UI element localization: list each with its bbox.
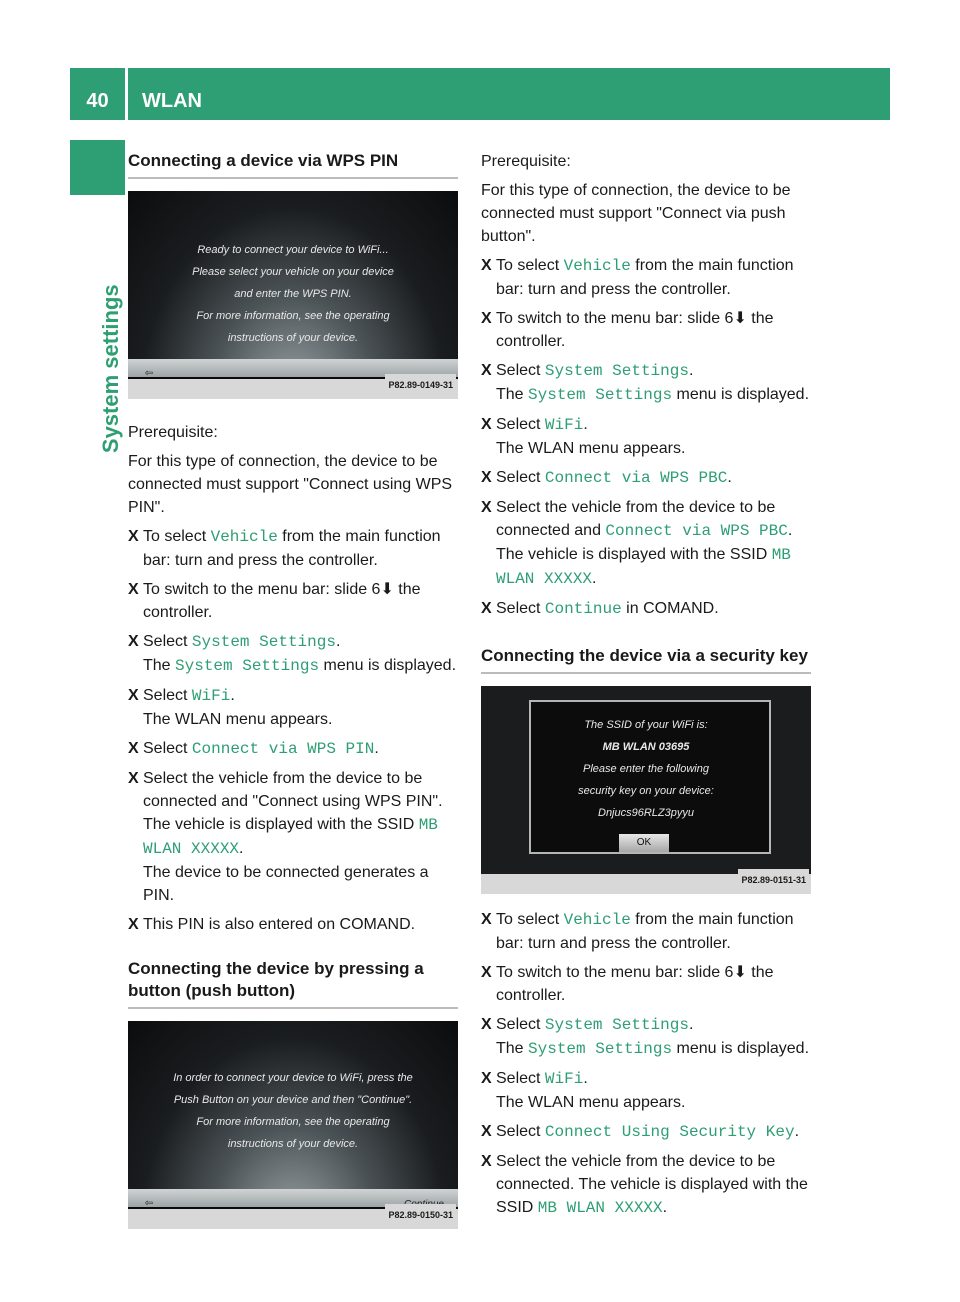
- step: X To switch to the menu bar: slide 6⬇ the controller.: [481, 964, 774, 1004]
- step: X Select System Settings. The System Settings menu is displayed.: [481, 1016, 810, 1058]
- figure-code: P82.89-0150-31: [385, 1204, 456, 1227]
- step: X Select the vehicle from the device to be connected and Connect via WPS PBC. The vehicle is displayed with the SSID MB WLAN XXXXX.: [481, 499, 793, 588]
- step: X Select the vehicle from the device to be connected and "Connect using WPS PIN". The vehicle is displayed with the SSID MB WLAN XXXXX. The device to be connected generates a PIN.: [128, 770, 443, 904]
- screen-text: instructions of your device.: [227, 1138, 359, 1150]
- left-column: [128, 150, 458, 1229]
- step: X Select the vehicle from the device to be connected. The vehicle is displayed with the SSID MB WLAN XXXXX.: [481, 1153, 808, 1217]
- prereq-text: For this type of connection, the device to be connected must support "Connect using WPS PIN".: [128, 453, 453, 516]
- screen-text: instructions of your device.: [227, 332, 359, 344]
- step: X Select WiFi. The WLAN menu appears.: [481, 1070, 686, 1111]
- side-tab-block: [70, 140, 125, 195]
- prereq-text: For this type of connection, the device to be connected must support "Connect via push button".: [481, 182, 791, 245]
- screen-text: Please enter the following: [583, 763, 709, 775]
- screen-text: In order to connect your device to WiFi, press the: [173, 1072, 413, 1084]
- prereq-label: Prerequisite:: [128, 424, 218, 441]
- step: X To switch to the menu bar: slide 6⬇ the controller.: [481, 310, 774, 350]
- figure-code: P82.89-0149-31: [385, 374, 456, 397]
- heading-security-key: Connecting the device via a security key: [481, 645, 811, 674]
- screen-text: Please select your vehicle on your device: [192, 266, 394, 278]
- screenshot-wps-pin: [128, 191, 458, 399]
- heading-wps-pin: Connecting a device via WPS PIN: [128, 150, 458, 179]
- header-divider: [125, 68, 128, 120]
- step: X To switch to the menu bar: slide 6⬇ the controller.: [128, 581, 421, 621]
- screenshot-push-button: [128, 1021, 458, 1229]
- screen-text: For more information, see the operating: [196, 310, 390, 322]
- back-icon: ⇦: [144, 1198, 154, 1209]
- screen-text: security key on your device:: [578, 785, 714, 797]
- step: X Select System Settings. The System Settings menu is displayed.: [481, 362, 810, 404]
- screenshot-security-key: [481, 686, 811, 894]
- step: X To select Vehicle from the main function bar: turn and press the controller.: [128, 528, 441, 569]
- screen-text: Dnjucs96RLZ3pyyu: [598, 807, 694, 819]
- step: X Select System Settings. The System Settings menu is displayed.: [128, 633, 457, 675]
- step: X This PIN is also entered on COMAND.: [128, 916, 416, 933]
- screen-text: MB WLAN 03695: [602, 741, 690, 753]
- chapter-title: WLAN: [142, 90, 202, 112]
- step: X Select WiFi. The WLAN menu appears.: [128, 687, 333, 728]
- step: X To select Vehicle from the main function bar: turn and press the controller.: [481, 911, 794, 952]
- right-column: [481, 150, 811, 1220]
- step: X Select Connect Using Security Key.: [481, 1123, 800, 1141]
- back-icon: ⇦: [144, 368, 154, 379]
- heading-push-button: Connecting the device by pressing a button (push button): [128, 958, 458, 1009]
- screen-text: Push Button on your device and then "Continue".: [173, 1094, 413, 1106]
- ok-button: OK: [619, 834, 669, 852]
- step: X Select Continue in COMAND.: [481, 600, 719, 618]
- screen-text: and enter the WPS PIN.: [234, 288, 352, 300]
- figure-code: P82.89-0151-31: [738, 869, 809, 892]
- screen-text: The SSID of your WiFi is:: [584, 719, 708, 731]
- side-section-label: System settings: [97, 284, 123, 454]
- screen-text: Ready to connect your device to WiFi...: [197, 244, 389, 256]
- step: X Select WiFi. The WLAN menu appears.: [481, 416, 686, 457]
- step: X Select Connect via WPS PBC.: [481, 469, 732, 487]
- step: X To select Vehicle from the main function bar: turn and press the controller.: [481, 257, 794, 298]
- screen-text: For more information, see the operating: [196, 1116, 390, 1128]
- prereq-label: Prerequisite:: [481, 153, 571, 170]
- step: X Select Connect via WPS PIN.: [128, 740, 379, 758]
- page-number: 40: [86, 90, 109, 112]
